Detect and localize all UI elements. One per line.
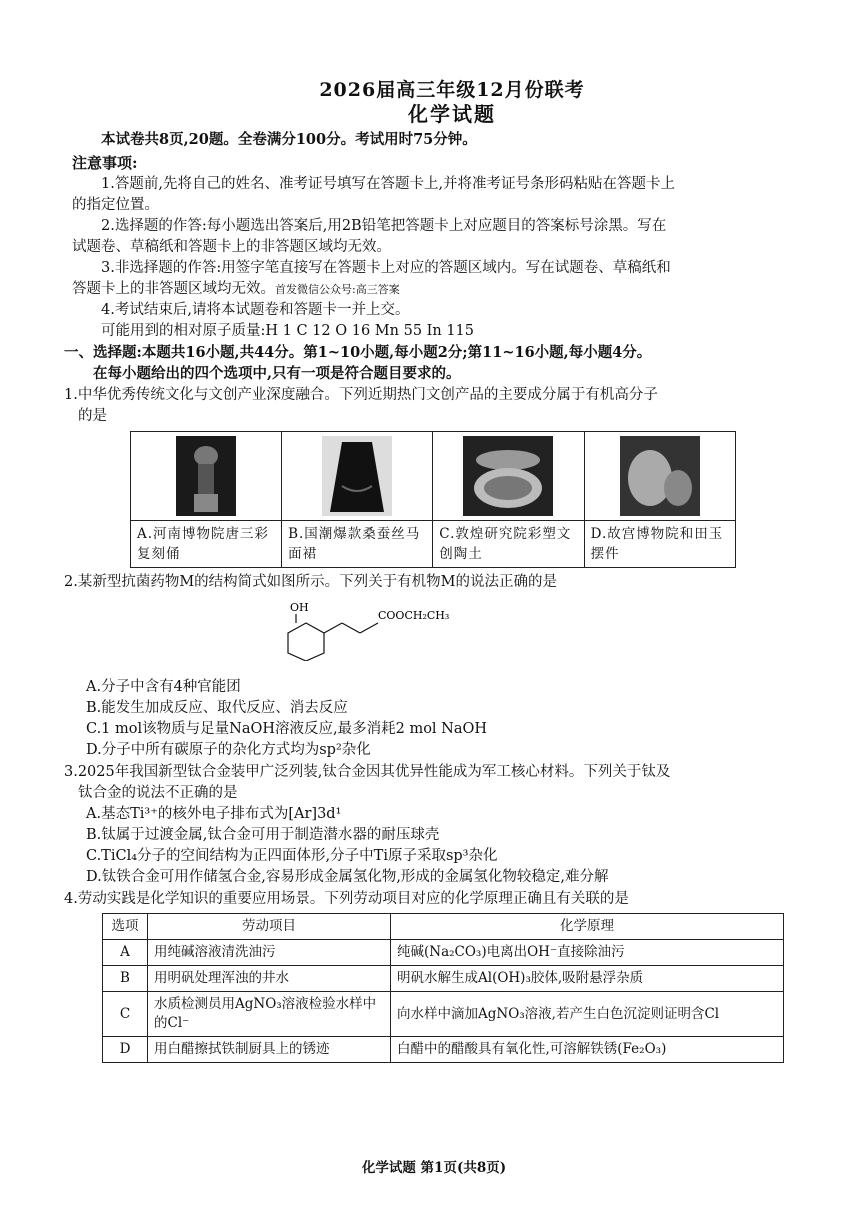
row-d-principle: 白醋中的醋酸具有氧化性,可溶解铁锈(Fe₂O₃) <box>391 1037 784 1063</box>
q4-col-option: 选项 <box>103 914 148 940</box>
q1-option-b-label: B.国潮爆款桑蚕丝马面裙 <box>288 526 421 562</box>
subject-title: 化学试题 <box>408 102 496 126</box>
skirt-image <box>282 432 432 521</box>
row-a-option: A <box>103 940 148 966</box>
atomic-masses: 可能用到的相对原子质量:H 1 C 12 O 16 Mn 55 In 115 <box>101 323 474 339</box>
q3-option-c: C.TiCl₄分子的空间结构为正四面体形,分子中Ti原子采取sp³杂化 <box>86 848 498 864</box>
note-1b: 的指定位置。 <box>72 197 159 213</box>
question-4 <box>64 889 802 910</box>
q2-stem: 2.某新型抗菌药物M的结构简式如图所示。下列关于有机物M的说法正确的是 <box>64 574 558 590</box>
row-d-task: 用白醋擦拭铁制厨具上的锈迹 <box>148 1037 391 1063</box>
question-2 <box>64 572 802 593</box>
row-b-principle: 明矾水解生成Al(OH)₃胶体,吸附悬浮杂质 <box>391 966 784 992</box>
row-c-principle: 向水样中滴加AgNO₃溶液,若产生白色沉淀则证明含Cl <box>391 992 784 1037</box>
question-1 <box>64 385 802 427</box>
clay-image <box>433 432 583 521</box>
notes-heading: 注意事项: <box>72 154 138 172</box>
table-row <box>103 992 784 1037</box>
note-3a: 3.非选择题的作答:用签字笔直接写在答题卡上对应的答题区域内。写在试题卷、草稿纸和 <box>101 260 671 276</box>
q2-option-d: D.分子中所有碳原子的杂化方式均为sp²杂化 <box>86 742 371 758</box>
row-a-task: 用纯碱溶液清洗油污 <box>148 940 391 966</box>
compound-structure <box>284 599 802 667</box>
q4-col-task: 劳动项目 <box>148 914 391 940</box>
table-row <box>103 966 784 992</box>
q1-option-a-label: A.河南博物院唐三彩复刻俑 <box>137 526 270 562</box>
section-line-1: 一、选择题:本题共16小题,共44分。第1~10小题,每小题2分;第11~16小题,每小题4分。 <box>64 344 652 361</box>
exam-page <box>64 79 802 1063</box>
jade-image <box>585 432 735 521</box>
q3-option-b: B.钛属于过渡金属,钛合金可用于制造潜水器的耐压球壳 <box>86 827 440 843</box>
note-4: 4.考试结束后,请将本试题卷和答题卡一并上交。 <box>101 302 410 318</box>
question-3 <box>64 762 802 804</box>
figurine-image <box>131 432 281 521</box>
q3-option-a: A.基态Ti³⁺的核外电子排布式为[Ar]3d¹ <box>86 806 342 822</box>
note-2a: 2.选择题的作答:每小题选出答案后,用2B铅笔把答题卡上对应题目的答案标号涂黑。写在 <box>101 218 667 234</box>
row-c-task: 水质检测员用AgNO₃溶液检验水样中的Cl⁻ <box>148 992 391 1037</box>
row-d-option: D <box>103 1037 148 1063</box>
q2-option-a: A.分子中含有4种官能团 <box>86 679 241 695</box>
exam-intro: 本试卷共8页,20题。全卷满分100分。考试用时75分钟。 <box>101 131 477 148</box>
q1-option-b <box>282 432 433 568</box>
q1-option-d <box>584 432 735 568</box>
q1-option-c <box>433 432 584 568</box>
q4-table <box>102 913 784 1063</box>
section-line-2: 在每小题给出的四个选项中,只有一项是符合题目要求的。 <box>93 365 461 382</box>
struct-ester-label: COOCH₂CH₃ <box>378 609 450 622</box>
note-3b-line <box>72 279 802 300</box>
q1-stem-b: 的是 <box>78 408 107 424</box>
q1-option-c-label: C.敦煌研究院彩塑文创陶土 <box>439 526 572 562</box>
page-footer: 化学试题 第1页(共8页) <box>361 1160 507 1176</box>
q4-col-principle: 化学原理 <box>391 914 784 940</box>
q2-option-b: B.能发生加成反应、取代反应、消去反应 <box>86 700 348 716</box>
note-2b: 试题卷、草稿纸和答题卡上的非答题区域均无效。 <box>72 239 391 255</box>
row-b-option: B <box>103 966 148 992</box>
struct-oh-label: OH <box>290 601 309 614</box>
watermark-text: 首发微信公众号:高三答案 <box>275 283 400 296</box>
q1-stem-a: 1.中华优秀传统文化与文创产业深度融合。下列近期热门文创产品的主要成分属于有机高分子 <box>64 387 658 403</box>
q4-table-header <box>103 914 784 940</box>
q3-stem-a: 3.2025年我国新型钛合金装甲广泛列装,钛合金因其优异性能成为军工核心材料。下列关于钛及 <box>64 764 671 780</box>
q3-option-d: D.钛铁合金可用作储氢合金,容易形成金属氢化物,形成的金属氢化物较稳定,难分解 <box>86 869 609 885</box>
exam-title: 2026届高三年级12月份联考 <box>319 79 585 101</box>
q1-option-a <box>131 432 282 568</box>
q1-option-d-label: D.故宫博物院和田玉摆件 <box>590 526 724 562</box>
row-b-task: 用明矾处理浑浊的井水 <box>148 966 391 992</box>
note-1a: 1.答题前,先将自己的姓名、准考证号填写在答题卡上,并将准考证号条形码粘贴在答题卡上 <box>101 176 676 192</box>
q2-option-c: C.1 mol该物质与足量NaOH溶液反应,最多消耗2 mol NaOH <box>86 721 488 737</box>
section-heading <box>64 342 802 384</box>
row-a-principle: 纯碱(Na₂CO₃)电离出OH⁻直接除油污 <box>391 940 784 966</box>
note-3b: 答题卡上的非答题区域均无效。 <box>72 281 275 297</box>
table-row <box>103 1037 784 1063</box>
q1-options-table <box>130 431 736 568</box>
row-c-option: C <box>103 992 148 1037</box>
q3-stem-b: 钛合金的说法不正确的是 <box>78 785 238 801</box>
table-row <box>103 940 784 966</box>
q4-stem: 4.劳动实践是化学知识的重要应用场景。下列劳动项目对应的化学原理正确且有关联的是 <box>64 891 629 907</box>
